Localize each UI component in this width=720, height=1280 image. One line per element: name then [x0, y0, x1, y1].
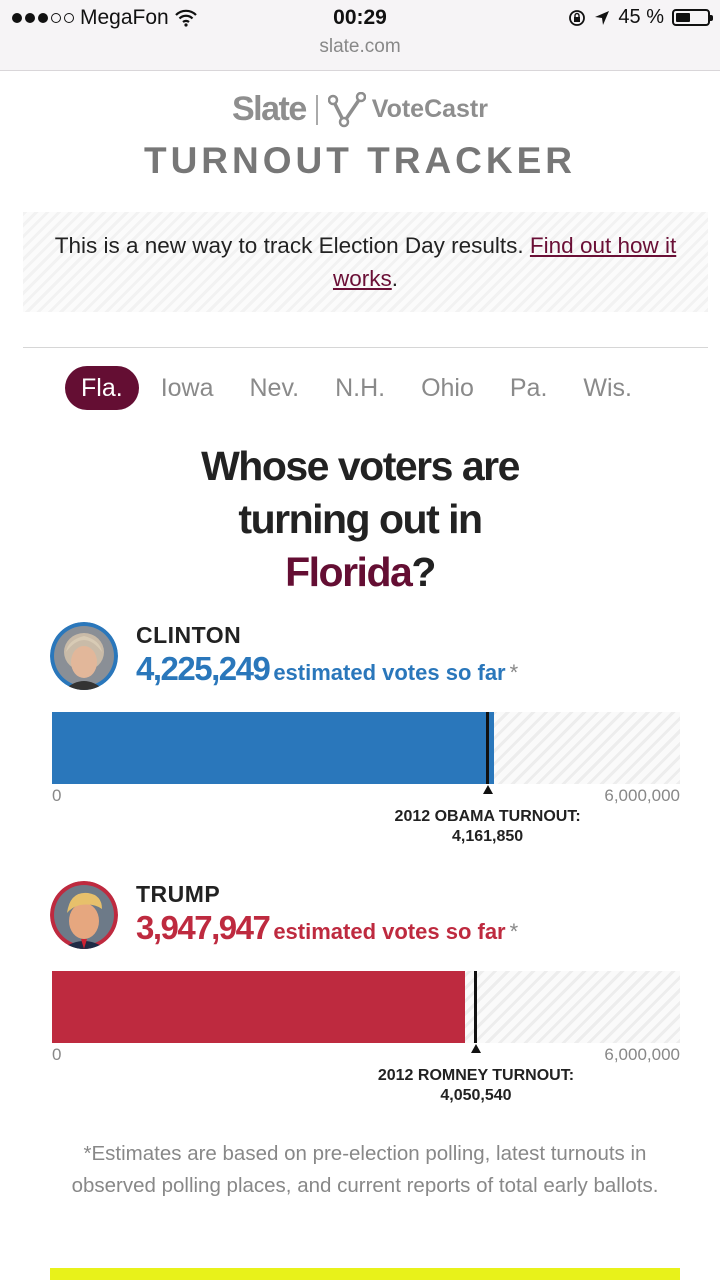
romney-turnout-value: 4,050,540 — [440, 1087, 512, 1104]
section-divider — [23, 347, 708, 348]
browser-status-bar — [0, 0, 720, 71]
clinton-avatar — [50, 622, 118, 690]
heading-line-1: Whose voters are — [201, 443, 519, 489]
obama-turnout-marker — [486, 712, 489, 784]
heading-question-mark: ? — [411, 549, 435, 595]
status-right-group — [568, 6, 710, 29]
rotation-lock-icon — [568, 9, 586, 27]
trump-votes-label: estimated votes so far — [273, 919, 506, 944]
clinton-votes-label: estimated votes so far — [273, 660, 506, 685]
tab-florida[interactable]: Fla. — [65, 366, 139, 410]
candidate-clinton — [50, 622, 680, 852]
votecastr-check-icon — [328, 92, 366, 128]
heading-line-2: turning out in — [238, 496, 482, 542]
clinton-footnote-marker: * — [509, 660, 519, 685]
battery-icon — [672, 9, 710, 26]
tab-ohio[interactable]: Ohio — [421, 374, 474, 402]
votecastr-name: VoteCastr — [371, 95, 488, 123]
heading-state: Florida — [285, 549, 412, 595]
clinton-vote-count: 4,225,249 — [136, 650, 270, 687]
obama-turnout-title: 2012 OBAMA TURNOUT: — [394, 808, 581, 825]
obama-turnout-triangle — [483, 785, 493, 794]
trump-bar-fill — [52, 971, 465, 1043]
section-heading — [0, 440, 720, 599]
trump-axis-min: 0 — [52, 1045, 62, 1064]
trump-bar — [52, 971, 680, 1043]
clinton-axis-min: 0 — [52, 786, 62, 805]
tab-nevada[interactable]: Nev. — [249, 374, 300, 402]
brand-lockup[interactable] — [0, 90, 720, 129]
intro-banner — [23, 212, 708, 312]
obama-turnout-label — [358, 807, 618, 847]
romney-turnout-marker — [474, 971, 477, 1043]
slate-logo[interactable]: Slate — [231, 90, 306, 128]
estimates-footnote: *Estimates are based on pre-election polling, latest turnouts in observed polling places, and current reports of total early ballots. — [71, 1142, 659, 1197]
trump-axis-max: 6,000,000 — [604, 1045, 680, 1064]
romney-turnout-title: 2012 ROMNEY TURNOUT: — [377, 1067, 575, 1084]
page-title: TURNOUT TRACKER — [143, 140, 577, 181]
yellow-banner-edge[interactable] — [50, 1268, 680, 1280]
candidate-trump — [50, 881, 680, 1111]
address-url[interactable]: slate.com — [319, 36, 401, 57]
how-it-works-link[interactable]: Find out how it works — [332, 233, 677, 291]
state-tabs — [65, 366, 650, 410]
tab-pennsylvania[interactable]: Pa. — [509, 374, 548, 402]
votecastr-logo[interactable] — [328, 92, 488, 128]
intro-period: . — [391, 266, 399, 291]
tab-iowa[interactable]: Iowa — [160, 374, 214, 402]
romney-turnout-triangle — [471, 1044, 481, 1053]
tab-new-hampshire[interactable]: N.H. — [335, 374, 386, 402]
trump-vote-count: 3,947,947 — [136, 909, 270, 946]
trump-avatar — [50, 881, 118, 949]
romney-turnout-label — [346, 1066, 606, 1106]
intro-text: This is a new way to track Election Day results. — [54, 233, 524, 258]
trump-votes — [136, 909, 518, 947]
tab-wisconsin[interactable]: Wis. — [583, 374, 633, 402]
clinton-name: CLINTON — [136, 622, 242, 648]
carrier-name: MegaFon — [80, 6, 169, 29]
battery-percent: 45 % — [618, 6, 664, 28]
obama-turnout-value: 4,161,850 — [452, 828, 524, 845]
status-time: 00:29 — [333, 6, 387, 29]
brand-divider — [316, 95, 318, 125]
trump-footnote-marker: * — [509, 919, 519, 944]
location-arrow-icon — [594, 10, 610, 26]
clinton-axis-max: 6,000,000 — [604, 786, 680, 805]
clinton-votes — [136, 650, 518, 688]
clinton-bar — [52, 712, 680, 784]
trump-name: TRUMP — [136, 881, 221, 907]
clinton-bar-fill — [52, 712, 494, 784]
